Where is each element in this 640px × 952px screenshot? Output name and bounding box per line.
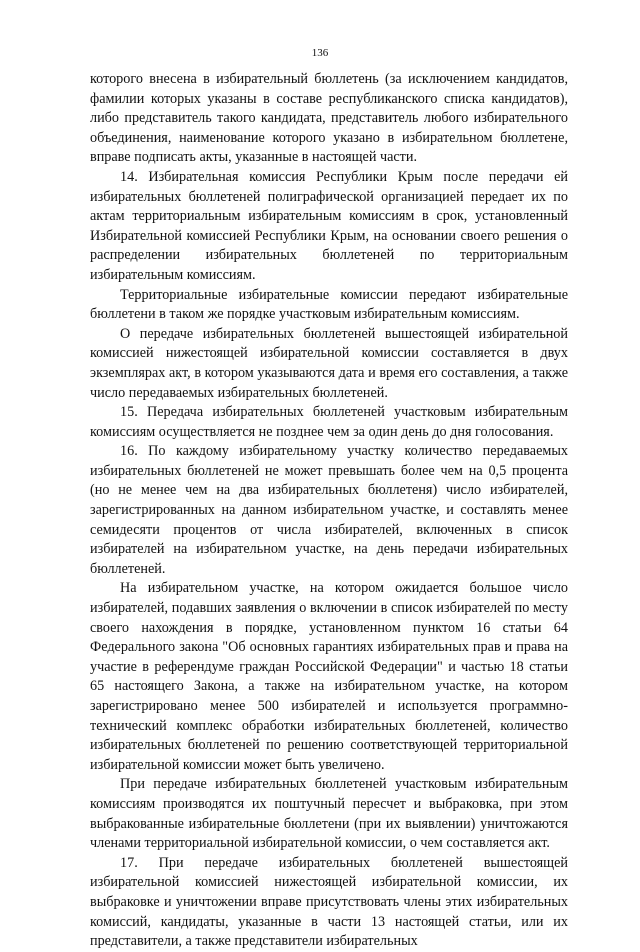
paragraph-large-precinct: На избирательном участке, на котором ожидается большое число избирателей, подавших заявления о включении в список избирателей по месту своего нахождения в порядке, установленном пунктом 16 статьи 64 Федерального закона "Об основных гарантиях избирательных прав и права на участие в референдуме граждан Российской Федерации" и частью 18 статьи 65 настоящего Закона, а также на избирательном участке, на котором зарегистрировано менее 500 избирателей и используется программно-технический комплекс обработки избирательных бюллетеней, количество избирательных бюллетеней по решению соответствующей территориальной избирательной комиссии может быть увеличено. bbox=[90, 580, 568, 773]
paragraph-recount: При передаче избирательных бюллетеней участковым избирательным комиссиям производятся их поштучный пересчет и выбраковка, при этом выбракованные избирательные бюллетени (при их выявлении) уничтожаются членами территориальной избирательной комиссии, о чем составляется акт. bbox=[90, 776, 568, 852]
paragraph-continuation: которого внесена в избирательный бюллетень (за исключением кандидатов, фамилии которых указаны в составе республиканского списка кандидатов), либо представитель такого кандидата, представитель любого избирательного объединения, наименование которого указано в избирательном бюллетене, вправе подписать акты, указанные в настоящей части. bbox=[90, 71, 568, 166]
paragraph-territorial-commissions: Территориальные избирательные комиссии передают избирательные бюллетени в таком же порядке участковым избирательным комиссиям. bbox=[90, 286, 568, 323]
document-body bbox=[90, 70, 568, 952]
page-number: 136 bbox=[311, 47, 329, 59]
paragraph-17: 17. При передаче избирательных бюллетеней вышестоящей избирательной комиссией нижестоящей избирательной комиссии, их выбраковке и уничтожении вправе присутствовать члены этих избирательных комиссий, кандидаты, указанные в части 13 настоящей статьи, или их представители, а также представители избирательных bbox=[90, 854, 568, 950]
paragraph-16: 16. По каждому избирательному участку количество передаваемых избирательных бюллетеней не может превышать более чем на 0,5 процента (но не менее чем на два избирательных бюллетеня) число избирателей, зарегистрированных на данном избирательном участке, и составлять менее семидесяти процентов от числа избирателей, включенных в список избирателей на избирательном участке, на день передачи избирательных бюллетеней. bbox=[90, 443, 568, 577]
paragraph-transfer-act: О передаче избирательных бюллетеней вышестоящей избирательной комиссией нижестоящей избирательной комиссии составляется в двух экземплярах акт, в котором указываются дата и время его составления, а также число передаваемых избирательных бюллетеней. bbox=[90, 325, 568, 401]
paragraph-14: 14. Избирательная комиссия Республики Крым после передачи ей избирательных бюллетеней полиграфической организацией передает их по актам территориальным избирательным комиссиям в срок, установленный Избирательной комиссией Республики Крым, на основании своего решения о распределении избирательных бюллетеней по территориальным избирательным комиссиям. bbox=[90, 168, 568, 283]
paragraph-15: 15. Передача избирательных бюллетеней участковым избирательным комиссиям осуществляется не позднее чем за один день до дня голосования. bbox=[90, 404, 568, 440]
